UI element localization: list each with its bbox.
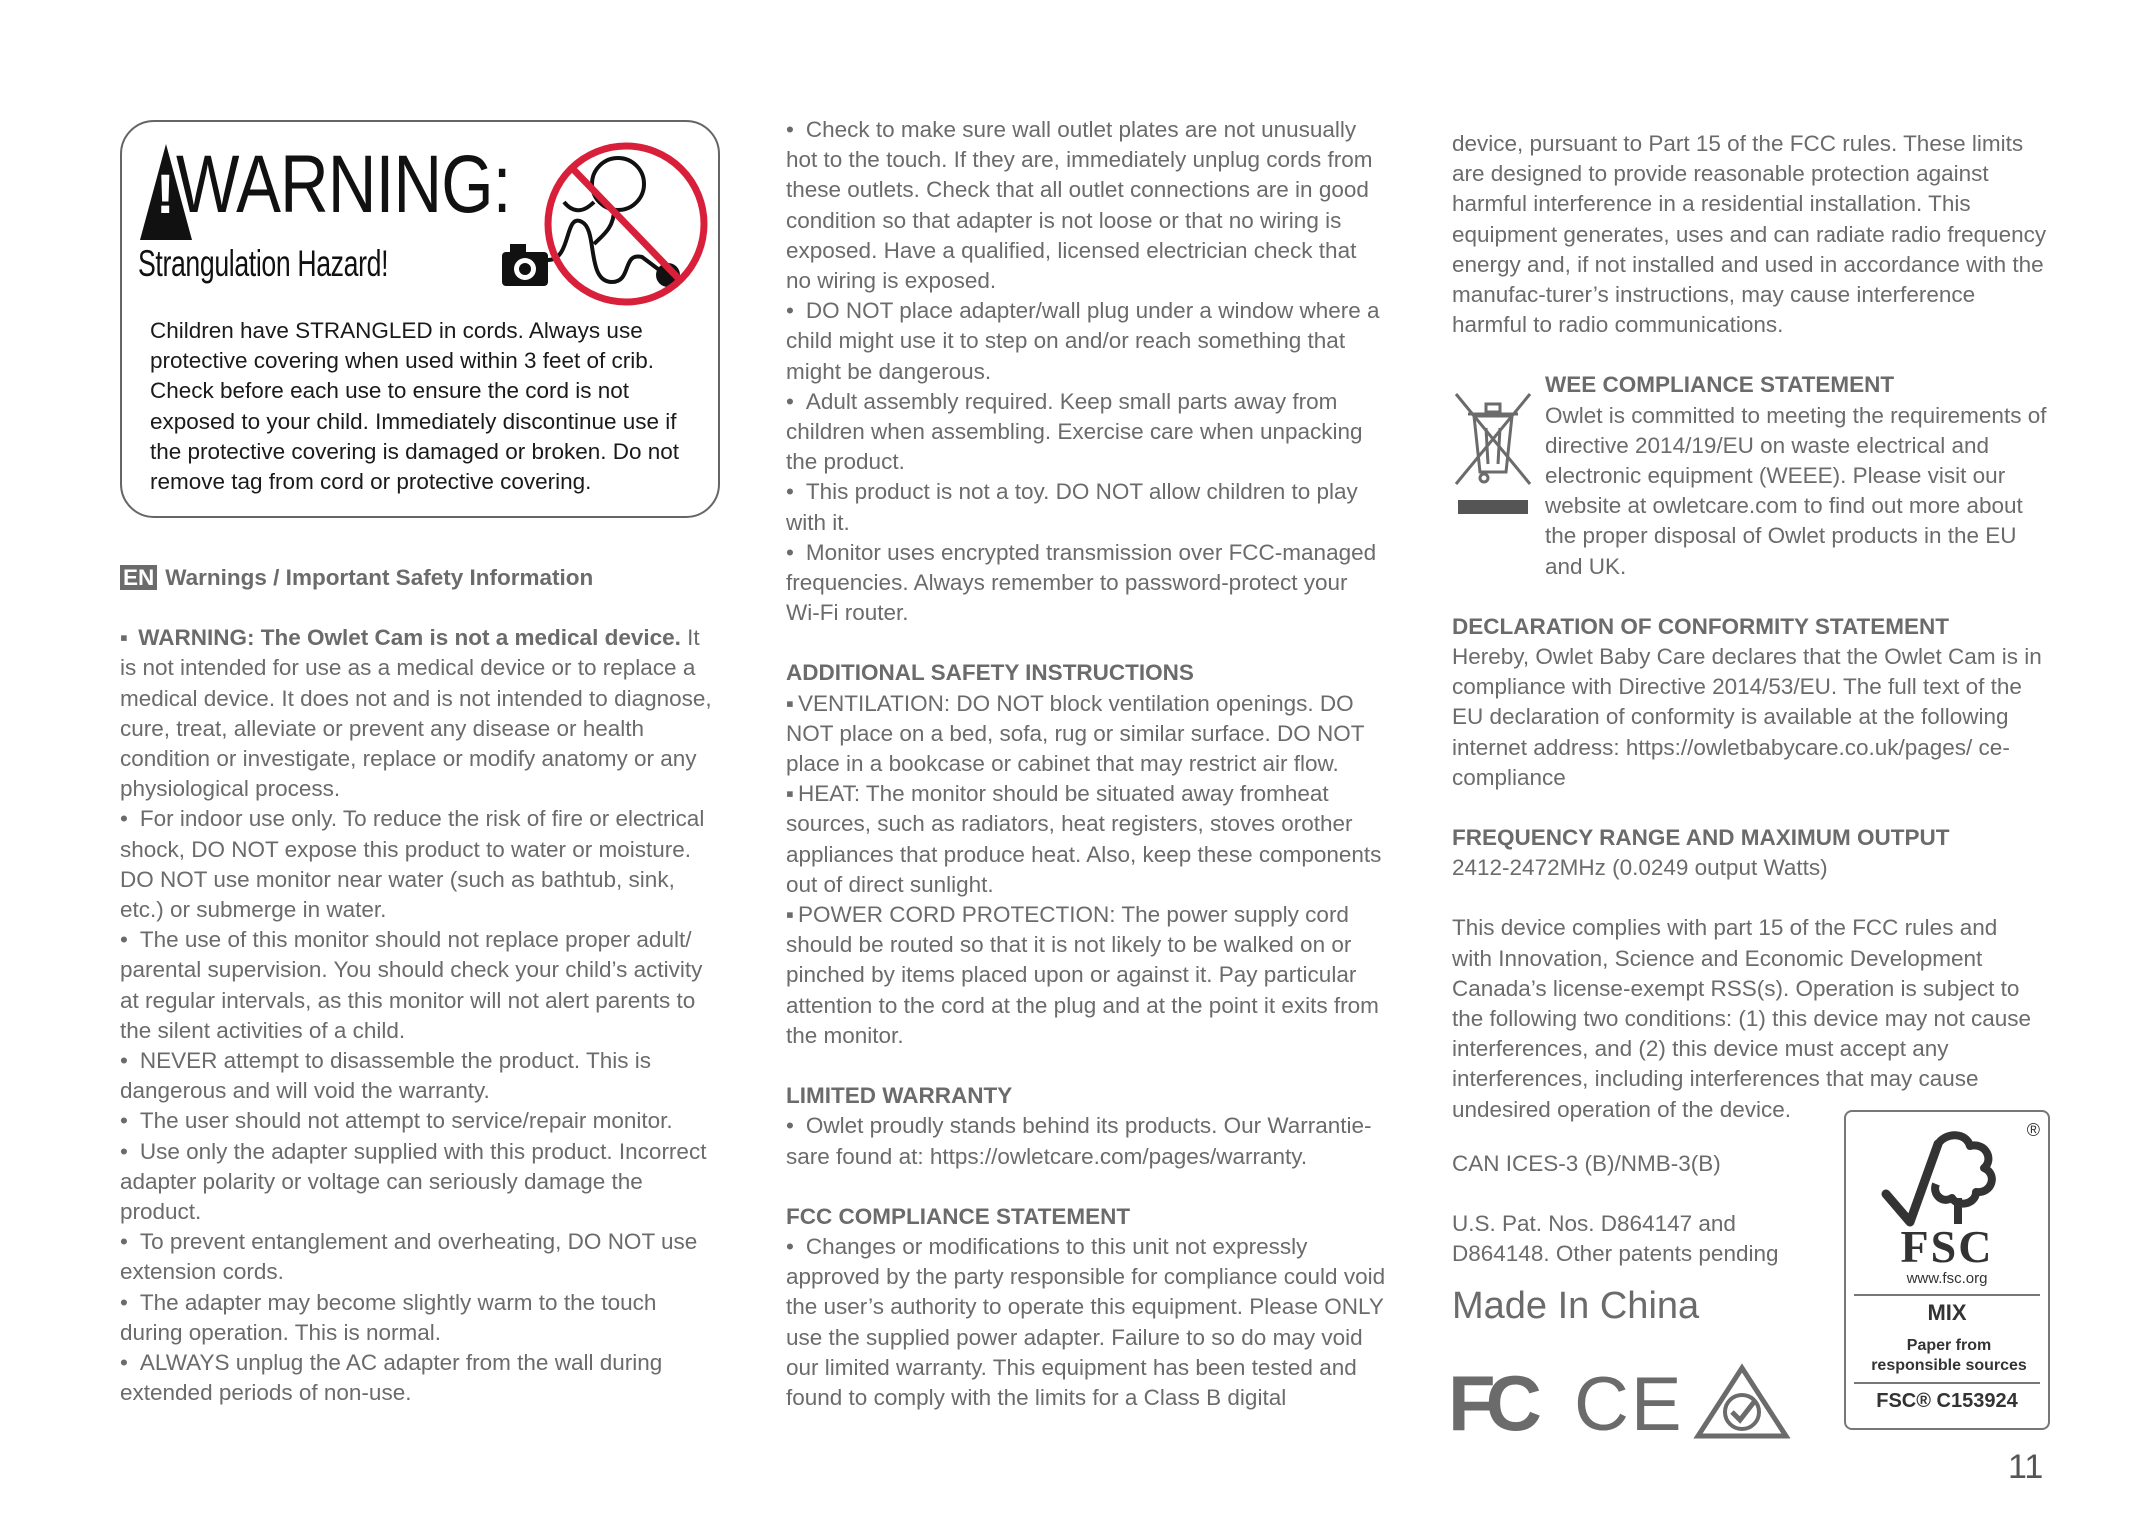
rcm-logo-icon — [1694, 1364, 1790, 1440]
column-1 — [120, 563, 720, 1408]
list-item: • The user should not attempt to service/repair monitor. — [120, 1106, 720, 1136]
frequency-text: 2412-2472MHz (0.0249 output Watts) — [1452, 855, 1828, 881]
fcc-continued-text: device, pursuant to Part 15 of the FCC rules. These limits are designed to provide reasonable protection against harmful interference in a residential installation. This equipment generates, uses and can radiate radio frequency energy and, if not installed and used in accordance with the manufac-turer’s instructions, may cause interference harmful to radio communications. — [1452, 131, 2047, 338]
list-item: • Monitor uses encrypted transmission over FCC-managed frequencies. Always remember to password-protect your Wi-Fi router. — [786, 538, 1386, 629]
list-item: ▪ POWER CORD PROTECTION: The power supply cord should be routed so that it is not likely to be walked on or pinched by items placed upon or against it. Pay particular attention to the cord at the plug and at the point it exits from the monitor. — [786, 900, 1386, 1051]
no-cord-baby-icon — [502, 132, 702, 312]
wee-section — [1452, 370, 2052, 581]
list-item: • The use of this monitor should not replace proper adult/ parental supervision. You should check your child’s activity at regular intervals, as this monitor will not alert parents to the silent activities of a child. — [120, 925, 720, 1046]
declaration-heading: DECLARATION OF CONFORMITY STATEMENT — [1452, 613, 1950, 639]
fcc-text: • Changes or modifications to this unit not expressly approved by the party responsible for compliance could void the user’s authority to operate this equipment. Please ONLY use the supplied power adapter. Failure to so do may void our limited warranty. This equipment has been tested and found to comply with the limits for a Class B digital — [786, 1232, 1386, 1413]
list-item: • To prevent entanglement and overheating, DO NOT use extension cords. — [120, 1227, 720, 1287]
warranty-text: • Owlet proudly stands behind its products. Our Warrantie-sare found at: https://owletcare.com/pages/warranty. — [786, 1111, 1386, 1171]
strangulation-warning-box — [120, 120, 720, 518]
section-heading — [120, 563, 720, 593]
fsc-mix: MIX — [1927, 1300, 1967, 1325]
fsc-code: FSC® C153924 — [1876, 1390, 2018, 1412]
wee-text: Owlet is committed to meeting the requirements of directive 2014/19/EU on waste electrical and electronic equipment (WEEE). Please visit our website at owletcare.com to find out more about the proper disposal of Owlet products in the EU and UK. — [1545, 402, 2047, 579]
list-item: ▪ HEAT: The monitor should be situated away fromheat sources, such as radiators, heat registers, stoves orother appliances that produce heat. Also, keep these components out of direct sunlight. — [786, 779, 1386, 900]
made-in-china: Made In China — [1452, 1284, 1700, 1327]
fsc-url: www.fsc.org — [1906, 1270, 1988, 1287]
page-number: 11 — [2008, 1448, 2044, 1486]
medical-device-warning — [120, 623, 720, 804]
compliance-text: This device complies with part 15 of the FCC rules and with Innovation, Science and Economic Development Canada’s license-exempt RSS(s). Operation is subject to the following two conditions: (1) this device may not cause interferences, and (2) this device must accept any interferences, including interferences that may cause undesired operation of the device. — [1452, 915, 2032, 1122]
lang-tag: EN — [120, 565, 157, 590]
column-2 — [786, 115, 1386, 1413]
additional-safety-heading: ADDITIONAL SAFETY INSTRUCTIONS — [786, 660, 1194, 686]
heading-text: Warnings / Important Safety Information — [165, 565, 594, 590]
list-item: • DO NOT place adapter/wall plug under a window where a child might use it to step on and/or reach something that might be dangerous. — [786, 296, 1386, 387]
warning-title: WARNING: — [176, 139, 511, 230]
list-item: • Use only the adapter supplied with this product. Incorrect adapter polarity or voltage can seriously damage the product. — [120, 1137, 720, 1228]
warning-exclaim: ! — [156, 162, 175, 225]
fcc-mark-text: FC — [1448, 1359, 1532, 1447]
medical-warning-bold: WARNING: The Owlet Cam is not a medical device. — [138, 625, 681, 651]
list-item: ▪ VENTILATION: DO NOT block ventilation openings. DO NOT place on a bed, sofa, rug or similar surface. DO NOT place in a bookcase or cabinet that may restrict air flow. — [786, 689, 1386, 780]
list-item: • ALWAYS unplug the AC adapter from the wall during extended periods of non-use. — [120, 1348, 720, 1408]
declaration-text: Hereby, Owlet Baby Care declares that the Owlet Cam is in compliance with Directive 2014/53/EU. The full text of the EU declaration of conformity is available at the following internet address: https://owletbabycare.co.uk/pages/ ce-compliance — [1452, 644, 2042, 790]
ce-logo-icon — [1574, 1362, 1684, 1447]
fsc-registered: ® — [2026, 1120, 2040, 1140]
fsc-tree-icon — [1876, 1124, 2016, 1234]
frequency-heading: FREQUENCY RANGE AND MAXIMUM OUTPUT — [1452, 825, 1950, 851]
list-item: • The adapter may become slightly warm to the touch during operation. This is normal. — [120, 1288, 720, 1348]
fcc-logo-icon — [1448, 1359, 1538, 1447]
fsc-divider-2 — [1854, 1382, 2040, 1384]
fcc-compliance-heading: FCC COMPLIANCE STATEMENT — [786, 1203, 1131, 1229]
warning-subtitle: Strangulation Hazard! — [138, 243, 389, 284]
fsc-paper: Paper from responsible sources — [1871, 1337, 2027, 1374]
list-item: • Check to make sure wall outlet plates are not unusually hot to the touch. If they are, immediately unplug cords from these outlets. Check that all outlet connections are in good condition so that adapter is not loose or that no wiring is exposed. Have a qualified, licensed electrician check that no wiring is exposed. — [786, 115, 1386, 296]
fsc-brand: FSC — [1900, 1221, 1994, 1272]
patents-text: U.S. Pat. Nos. D864147 and D864148. Other patents pending — [1452, 1211, 1779, 1267]
list-item: • Adult assembly required. Keep small parts away from children when assembling. Exercise care when unpacking the product. — [786, 387, 1386, 478]
list-item: • NEVER attempt to disassemble the product. This is dangerous and will void the warranty. — [120, 1046, 720, 1106]
fsc-logo — [1844, 1110, 2050, 1430]
list-item: • For indoor use only. To reduce the risk of fire or electrical shock, DO NOT expose this product to water or moisture. DO NOT use monitor near water (such as bathtub, sink, etc.) or submerge in water. — [120, 804, 720, 925]
can-ices-text: CAN ICES-3 (B)/NMB-3(B) — [1452, 1150, 1721, 1176]
weee-bin-icon — [1452, 390, 1532, 518]
list-item: • This product is not a toy. DO NOT allow children to play with it. — [786, 477, 1386, 537]
medical-warning-rest: It is not intended for use as a medical device or to replace a medical device. It does not and is not intended to diagnose, cure, treat, alleviate or prevent any disease or health condition or investigate, replace or modify anatomy or any physiological process. — [120, 625, 712, 802]
warning-text: Children have STRANGLED in cords. Always use protective covering when used within 3 feet of crib. Check before each use to ensure the cord is not exposed to your child. Immediately discontinue use if the protective covering is damaged or broken. Do not remove tag from cord or protective covering. — [150, 318, 680, 495]
wee-heading: WEE COMPLIANCE STATEMENT — [1545, 372, 1895, 398]
ce-mark-text: CE — [1574, 1362, 1684, 1447]
fsc-divider — [1854, 1294, 2040, 1296]
limited-warranty-heading: LIMITED WARRANTY — [786, 1083, 1013, 1109]
